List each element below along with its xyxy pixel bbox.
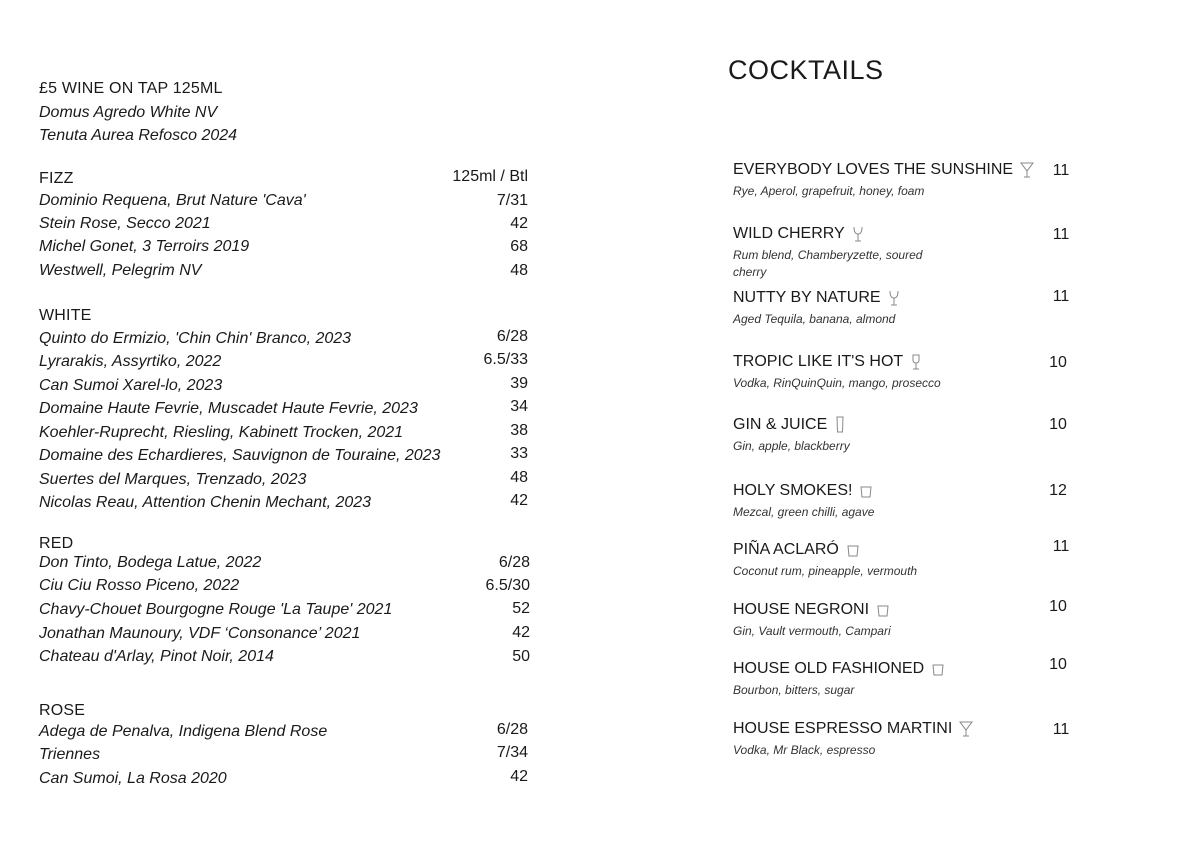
wine-price: 7/34 [496,744,528,761]
cocktail-name: HOUSE OLD FASHIONED [733,660,945,678]
wine-name: Chateau d'Arlay, Pinot Noir, 2014 [39,648,274,665]
cocktail-price: 10 [1049,354,1067,371]
wine-name: Don Tinto, Bodega Latue, 2022 [39,554,262,571]
cocktail-description: Aged Tequila, banana, almond [733,312,896,326]
cocktail-name: GIN & JUICE [733,416,846,434]
wine-name: Adega de Penalva, Indigena Blend Rose [39,723,328,740]
cocktail-price: 12 [1049,482,1067,499]
fizz-heading: FIZZ [39,170,74,187]
wine-on-tap-heading: £5 WINE ON TAP 125ML [39,80,223,97]
wine-name: Jonathan Maunoury, VDF ‘Consonance’ 2021 [39,625,361,642]
wine-price: 7/31 [496,192,528,209]
wine-glass-icon [910,353,922,371]
rose-heading: ROSE [39,702,86,719]
red-heading: RED [39,535,74,552]
tap-wine-item: Tenuta Aurea Refosco 2024 [39,127,238,144]
cocktail-description: Vodka, Mr Black, espresso [733,743,876,757]
cocktail-description: Bourbon, bitters, sugar [733,683,855,697]
wine-price: 34 [510,398,528,415]
wine-name: Chavy-Chouet Bourgogne Rouge 'La Taupe' 2021 [39,601,393,618]
cocktail-name: TROPIC LIKE IT'S HOT [733,353,922,371]
wine-name: Domaine des Echardieres, Sauvignon de Touraine, 2023 [39,447,441,464]
wine-price: 6.5/30 [485,577,530,594]
cocktail-name: PIÑA ACLARÓ [733,541,860,559]
wine-name: Koehler-Ruprecht, Riesling, Kabinett Trocken, 2021 [39,424,404,441]
wine-price: 6/28 [496,721,528,738]
wine-name: Lyrarakis, Assyrtiko, 2022 [39,353,222,370]
wine-name: Stein Rose, Secco 2021 [39,215,211,232]
wine-price: 42 [512,624,530,641]
tap-wine-item: Domus Agredo White NV [39,104,218,121]
rocks-glass-icon [846,542,860,558]
wine-name: Can Sumoi, La Rosa 2020 [39,770,227,787]
wine-price: 68 [510,238,528,255]
martini-glass-icon [959,720,973,738]
wine-name: Dominio Requena, Brut Nature 'Cava' [39,192,306,209]
cocktail-price: 10 [1049,656,1067,673]
wine-price: 42 [510,768,528,785]
rocks-glass-icon [931,661,945,677]
martini-glass-icon [1020,161,1034,179]
wine-name: Ciu Ciu Rosso Piceno, 2022 [39,577,240,594]
cocktail-description: Gin, Vault vermouth, Campari [733,624,891,638]
cocktail-price: 11 [1052,538,1070,555]
wine-price: 6/28 [498,554,530,571]
wine-price: 38 [510,422,528,439]
wine-name: Can Sumoi Xarel-lo, 2023 [39,377,223,394]
cocktail-description: Vodka, RinQuinQuin, mango, prosecco [733,376,941,390]
cocktails-title: COCKTAILS [728,55,884,85]
cocktail-description: Rum blend, Chamberyzette, soured cherry [733,248,923,279]
wine-price: 6.5/33 [483,351,528,368]
rocks-glass-icon [859,483,873,499]
wine-name: Suertes del Marques, Trenzado, 2023 [39,471,307,488]
wine-price: 48 [510,469,528,486]
wine-price: 42 [510,215,528,232]
cocktail-price: 11 [1052,288,1070,305]
wine-price: 39 [510,375,528,392]
cocktail-name: HOLY SMOKES! [733,482,873,500]
wine-name: Triennes [39,746,101,763]
cocktail-price: 11 [1052,226,1070,243]
cocktail-description: Mezcal, green chilli, agave [733,505,875,519]
cocktail-price: 11 [1052,162,1070,179]
white-heading: WHITE [39,307,92,324]
cocktail-name: HOUSE NEGRONI [733,601,890,619]
highball-glass-icon [834,416,846,434]
cocktail-name: HOUSE ESPRESSO MARTINI [733,720,973,738]
wine-price: 52 [512,600,530,617]
wine-name: Westwell, Pelegrim NV [39,262,202,279]
cocktail-description: Rye, Aperol, grapefruit, honey, foam [733,184,925,198]
wine-name: Quinto do Ermizio, 'Chin Chin' Branco, 2023 [39,330,352,347]
fizz-column-header: 125ml / Btl [452,168,528,185]
coupe-glass-icon [852,225,864,243]
cocktail-name: EVERYBODY LOVES THE SUNSHINE [733,161,1034,179]
wine-price: 50 [512,648,530,665]
wine-price: 33 [510,445,528,462]
wine-name: Domaine Haute Fevrie, Muscadet Haute Fevrie, 2023 [39,400,418,417]
rocks-glass-icon [876,602,890,618]
cocktail-price: 11 [1052,721,1070,738]
wine-price: 42 [510,492,528,509]
wine-price: 6/28 [496,328,528,345]
cocktail-name: NUTTY BY NATURE [733,289,900,307]
wine-name: Michel Gonet, 3 Terroirs 2019 [39,238,250,255]
wine-price: 48 [510,262,528,279]
coupe-glass-icon [888,289,900,307]
cocktail-name: WILD CHERRY [733,225,864,243]
cocktail-description: Coconut rum, pineapple, vermouth [733,564,918,578]
cocktail-price: 10 [1049,416,1067,433]
cocktail-price: 10 [1049,598,1067,615]
wine-name: Nicolas Reau, Attention Chenin Mechant, 2023 [39,494,372,511]
cocktail-description: Gin, apple, blackberry [733,439,850,453]
